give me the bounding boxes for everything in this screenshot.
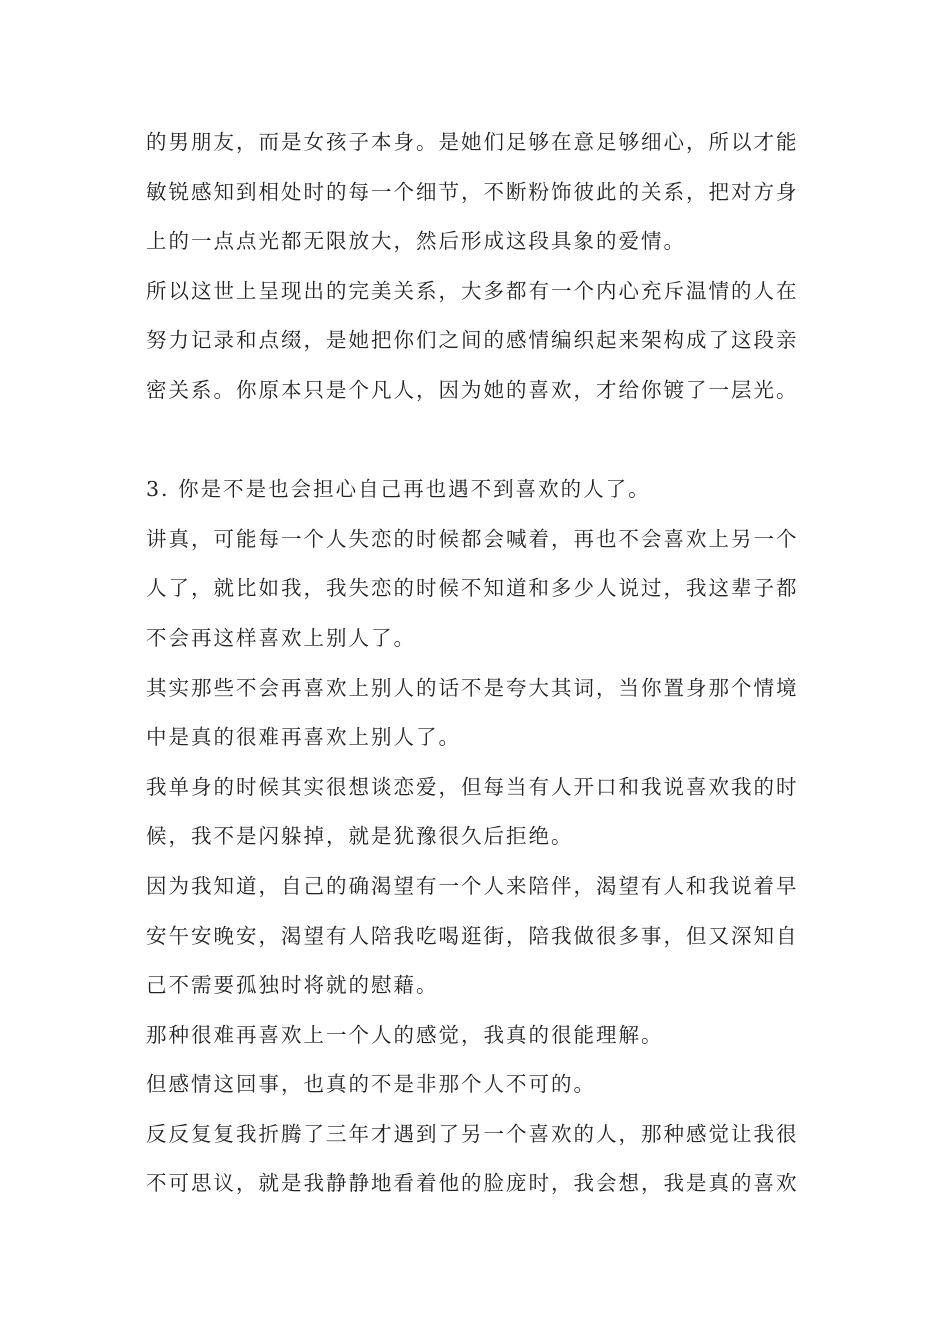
text-line: 不会再这样喜欢上别人了。 [146,625,416,650]
text-line: 反反复复我折腾了三年才遇到了另一个喜欢的人，那种感觉让我很 [146,1121,799,1146]
paragraph-gap [146,416,816,466]
text-line: 中是真的很难再喜欢上别人了。 [146,725,461,750]
text-line: 讲真，可能每一个人失恋的时候都会喊着，再也不会喜欢上另一个 [146,526,799,551]
text-line: 密关系。你原本只是个凡人，因为她的喜欢，才给你镀了一层光。 [146,377,799,402]
text-line: 但感情这回事，也真的不是非那个人不可的。 [146,1072,596,1097]
text-line: 其实那些不会再喜欢上别人的话不是夸大其词，当你置身那个情境 [146,675,799,700]
text-line: 安午安晚安，渴望有人陪我吃喝逛街，陪我做很多事，但又深知自 [146,923,799,948]
text-line: 所以这世上呈现出的完美关系，大多都有一个内心充斥温情的人在 [146,278,799,303]
body-text [146,118,816,1209]
text-line: 努力记录和点缀，是她把你们之间的感情编织起来架构成了这段亲 [146,328,799,353]
text-line: 我单身的时候其实很想谈恋爱，但每当有人开口和我说喜欢我的时 [146,774,799,799]
text-line: 因为我知道，自己的确渴望有一个人来陪伴，渴望有人和我说着早 [146,873,799,898]
text-line: 敏锐感知到相处时的每一个细节，不断粉饰彼此的关系，把对方身 [146,179,799,204]
text-line: 不可思议，就是我静静地看着他的脸庞时，我会想，我是真的喜欢 [146,1171,799,1196]
text-line: 己不需要孤独时将就的慰藉。 [146,973,439,998]
text-line: 上的一点点光都无限放大，然后形成这段具象的爱情。 [146,229,686,254]
section-heading: 3. 你是不是也会担心自己再也遇不到喜欢的人了。 [146,477,651,502]
text-line: 人了，就比如我，我失恋的时候不知道和多少人说过，我这辈子都 [146,576,799,601]
text-line: 候，我不是闪躲掉，就是犹豫很久后拒绝。 [146,824,574,849]
text-line: 的男朋友，而是女孩子本身。是她们足够在意足够细心，所以才能 [146,130,799,154]
text-line: 那种很难再喜欢上一个人的感觉，我真的很能理解。 [146,1022,664,1047]
